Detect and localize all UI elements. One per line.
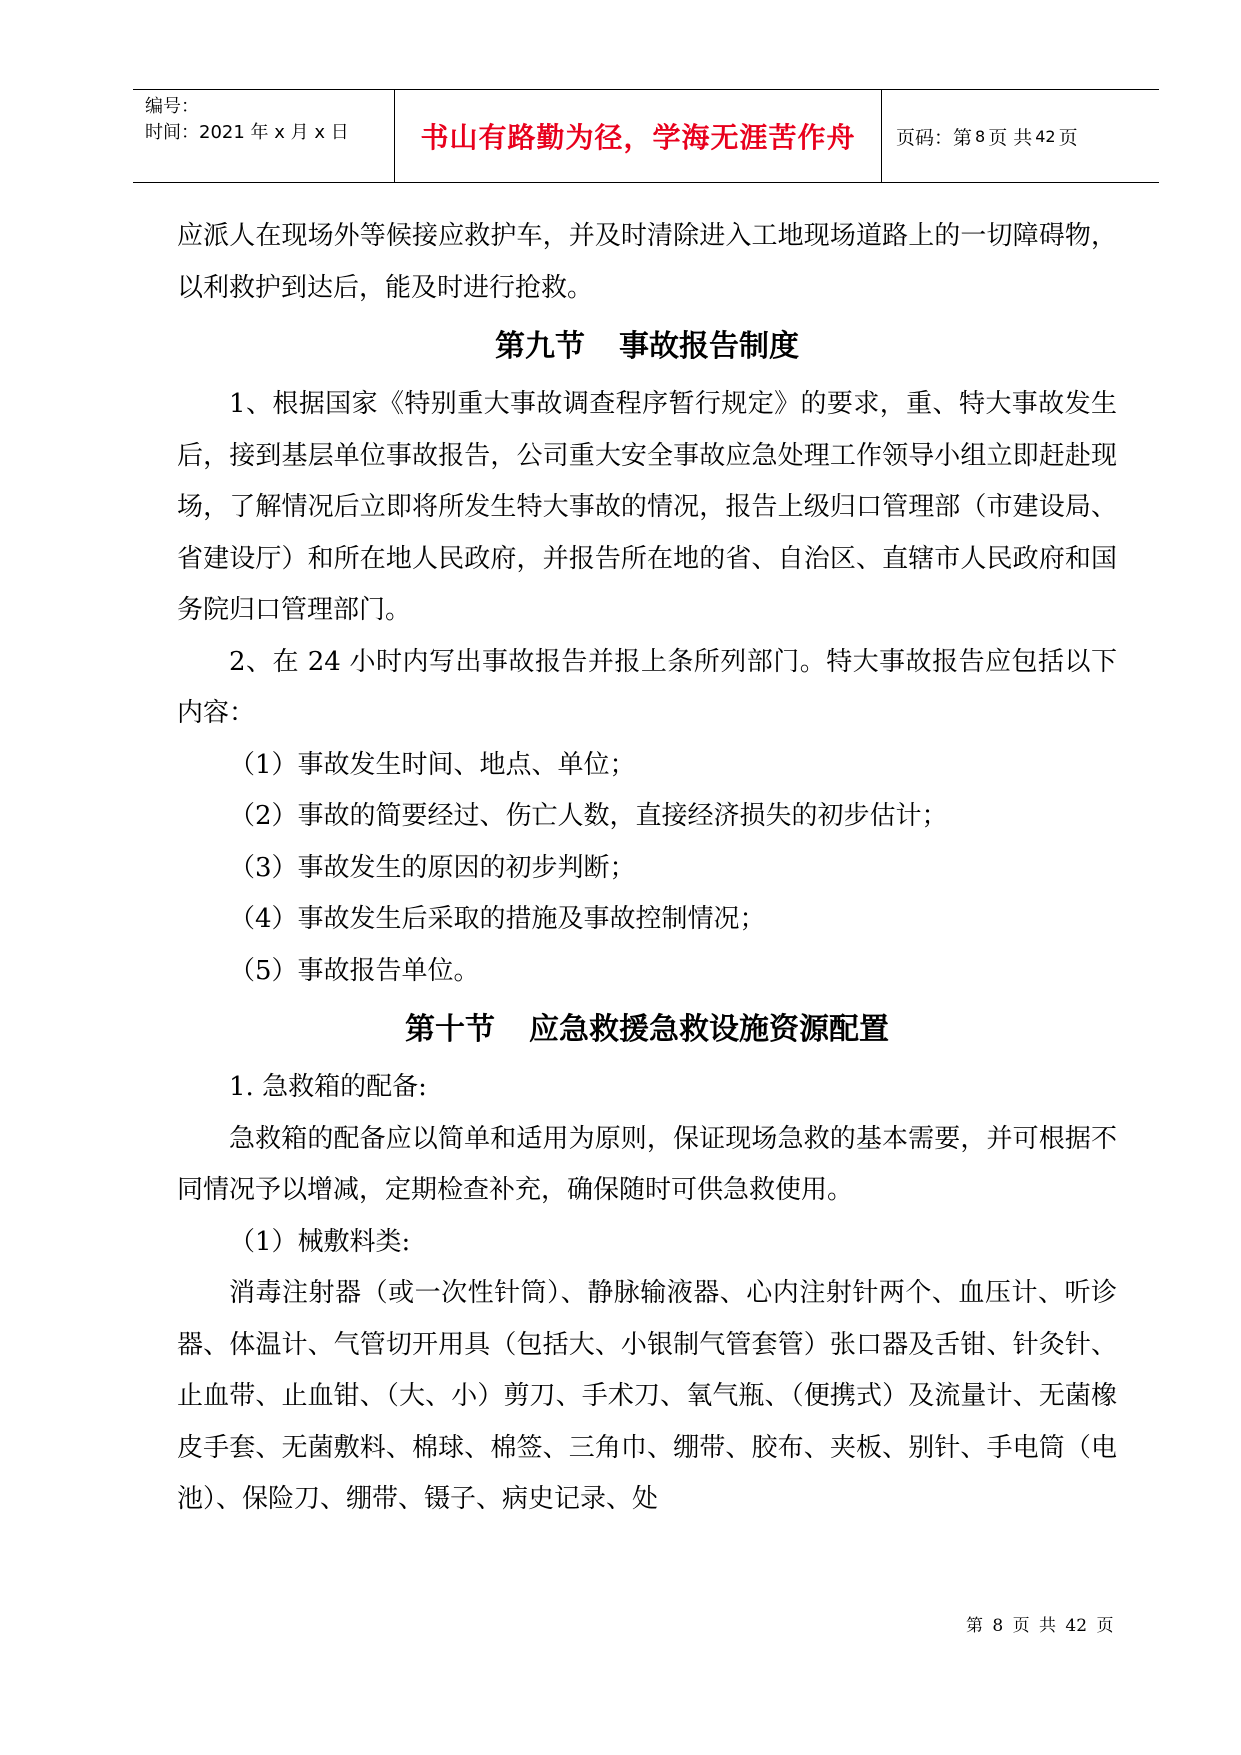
header-page-info	[882, 90, 1159, 182]
time-label: 时间：2021 年 x 月 x 日	[145, 122, 349, 143]
header-meta	[133, 90, 395, 182]
section-9-list-item: （1）事故发生时间、地点、单位；	[229, 749, 636, 780]
page-total: 42	[1035, 126, 1056, 146]
section-9-item: 2、在 24 小时内写出事故报告并报上条所列部门。特大事故报告应包括以下内容：	[177, 646, 1117, 728]
section-10-item: 1. 急救箱的配备:	[229, 1072, 427, 1102]
section-10-title: 应急救援急救设施资源配置	[529, 1012, 889, 1047]
page-mid: 页 共	[988, 126, 1033, 149]
document-body	[177, 211, 1117, 1526]
motto-text: 书山有路勤为径，学海无涯苦作舟	[420, 121, 856, 154]
section-9-list-item: （2）事故的简要经过、伤亡人数，直接经济损失的初步估计；	[229, 801, 948, 831]
page-prefix: 页码：第	[896, 126, 973, 149]
intro-paragraph: 应派人在现场外等候接应救护车，并及时清除进入工地现场道路上的一切障碍物，以利救护到达后，能及时进行抢救。	[177, 221, 1117, 303]
section-10-heading	[177, 997, 1117, 1062]
section-10-item: （1）械敷料类:	[229, 1226, 411, 1257]
section-9-list-item: （4）事故发生后采取的措施及事故控制情况；	[229, 904, 766, 934]
section-9-title: 事故报告制度	[619, 329, 799, 364]
page-suffix: 页	[1058, 126, 1078, 149]
section-9-number: 第九节	[495, 329, 585, 364]
section-9-list-item: （5）事故报告单位。	[229, 955, 480, 986]
section-10-item: 急救箱的配备应以简单和适用为原则，保证现场急救的基本需要，并可根据不同情况予以增减，定期检查补充，确保随时可供急救使用。	[177, 1123, 1117, 1205]
page-number: 8	[975, 126, 986, 146]
section-9-heading	[177, 314, 1117, 379]
section-9-item: 1、根据国家《特别重大事故调查程序暂行规定》的要求，重、特大事故发生后，接到基层单位事故报告，公司重大安全事故应急处理工作领导小组立即赶赴现场，了解情况后立即将所发生特大事故的情况，报告上级归口管理部（市建设局、省建设厅）和所在地人民政府，并报告所在地的省、自治区、直辖市人民政府和国务院归口管理部门。	[177, 389, 1117, 625]
section-9-list-item: （3）事故发生的原因的初步判断；	[229, 852, 636, 883]
section-10-number: 第十节	[405, 1012, 495, 1047]
section-10-item: 消毒注射器（或一次性针筒）、静脉输液器、心内注射针两个、血压计、听诊器、体温计、气管切开用具（包括大、小银制气管套管）张口器及舌钳、针灸针、止血带、止血钳、（大、小）剪刀、手术刀、氧气瓶、（便携式）及流量计、无菌橡皮手套、无菌敷料、棉球、棉签、三角巾、绷带、胶布、夹板、别针、手电筒（电池）、保险刀、绷带、镊子、病史记录、处	[177, 1278, 1117, 1514]
header-motto-cell	[395, 90, 882, 182]
document-header	[133, 89, 1159, 183]
page-footer: 第 8 页 共 42 页	[966, 1616, 1114, 1636]
number-label: 编号：	[145, 96, 199, 117]
